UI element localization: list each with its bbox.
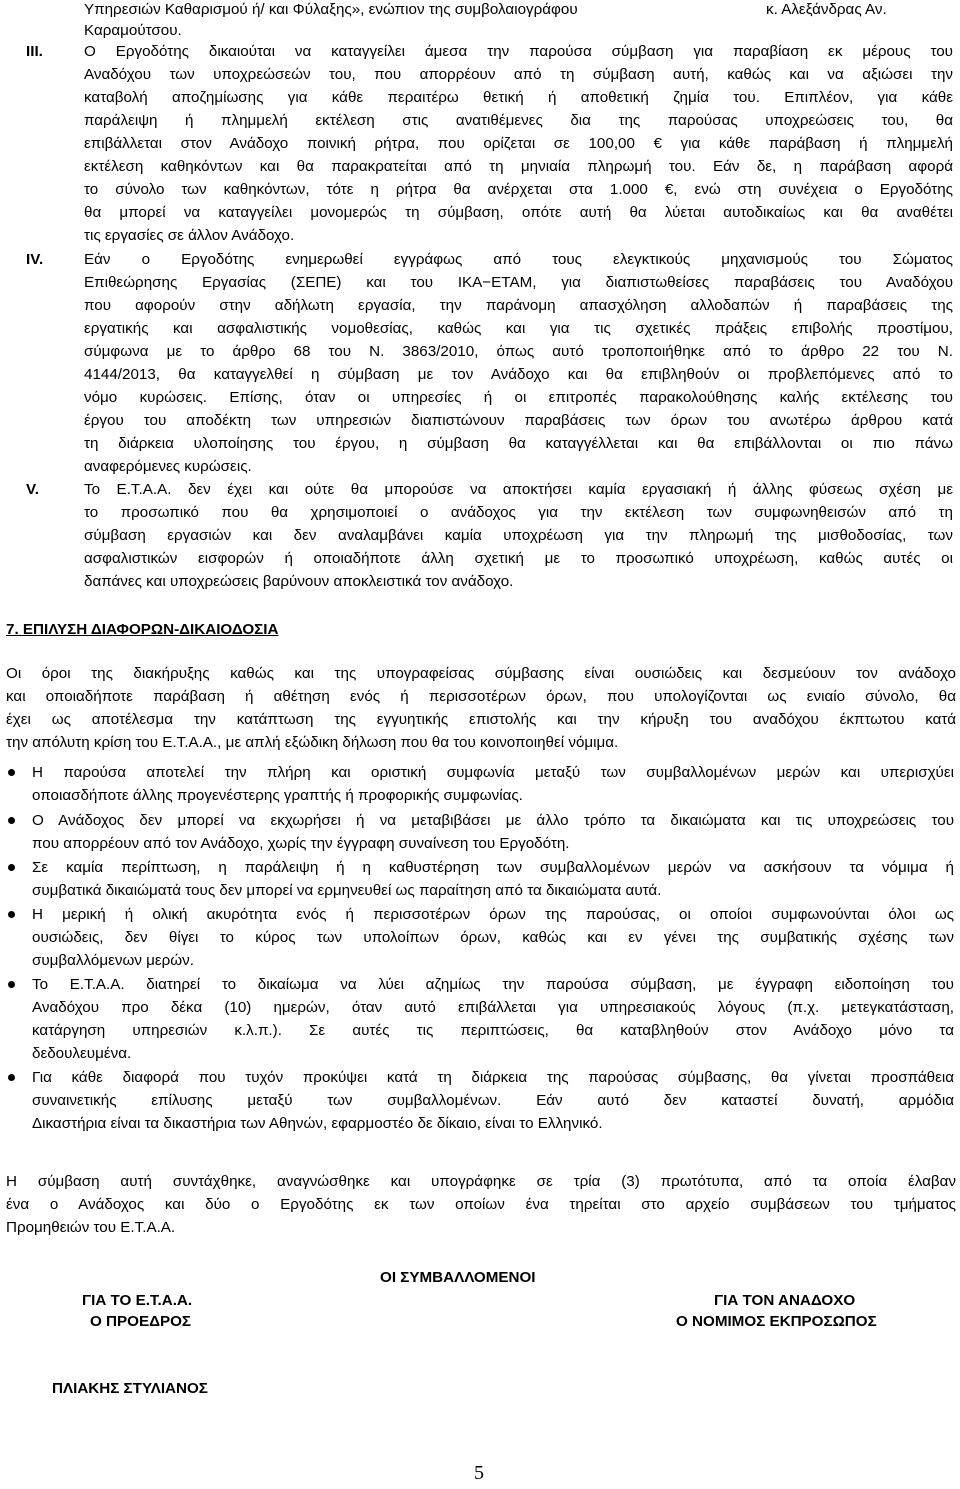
clause-v-line: Το Ε.Τ.Α.Α. δεν έχει και ούτε θα μπορούσε να αποκτήσει καμία εργασιακή ή άλλης φύσεως σχέση με [84, 481, 953, 498]
signature-right-line-1: ΓΙΑ ΤΟΝ ΑΝΑΔΟΧΟ [714, 1292, 856, 1309]
bullet-item-line: οποιασδήποτε άλλης προγενέστερης γραπτής ή προφορικής συμφωνίας. [32, 787, 523, 804]
intro-line-1: Υπηρεσιών Καθαρισμού ή/ και Φύλαξης», ενώπιον της συμβολαιογράφου [84, 1, 578, 18]
clause-iv-line: Εάν ο Εργοδότης ενημερωθεί εγγράφως από τους ελεγκτικούς μηχανισμούς του Σώματος [84, 251, 953, 268]
bullet-item-line: δεδουλευμένα. [32, 1045, 132, 1062]
signature-left-line-1: ΓΙΑ ΤΟ Ε.Τ.Α.Α. [82, 1292, 193, 1309]
section-7-intro-line: και οποιαδήποτε παράβαση ή αθέτηση ενός ή περισσοτέρων όρων, που υπολογίζονται ως ενιαίο σύνολο, θα [6, 688, 956, 705]
clause-iii-line: Ο Εργοδότης δικαιούται να καταγγείλει άμεσα την παρούσα σύμβαση για παραβίαση εκ μέρους του [84, 43, 953, 60]
bullet-dot-icon [8, 981, 15, 988]
clause-iii-line: τις εργασίες σε άλλον Ανάδοχο. [84, 227, 295, 244]
clause-v-line: ασφαλιστικών εισφορών ή οποιαδήποτε άλλη σχετική με το προσωπικό υποχρέωση, καθώς αυτές οι [84, 550, 953, 567]
bullet-item-line: Σε καμία περίπτωση, η παράλειψη ή η καθυστέρηση των συμβαλλομένων μερών να ασκήσουν τα νόμιμα ή [32, 859, 954, 876]
section-7-heading-text: 7. ΕΠΙΛΥΣΗ ΔΙΑΦΟΡΩΝ-ΔΙΚΑΙΟΔΟΣΙΑ [6, 621, 279, 638]
bullet-item-line: κατάργηση υπηρεσιών κ.λ.π.). Σε αυτές τις περιπτώσεις, θα καταβληθούν στον Ανάδοχο μόνο τα [32, 1022, 954, 1039]
clause-iv-numeral: IV. [26, 251, 44, 268]
bullet-dot-icon [8, 1074, 15, 1081]
bullet-dot-icon [8, 769, 15, 776]
clause-iv-line: Επιθεώρησης Εργασίας (ΣΕΠΕ) και του ΙΚΑ−ΕΤΑΜ, για διαπιστωθείσες παραβάσεις του Αναδόχου [84, 274, 953, 291]
clause-v-line: το προσωπικό που θα χρησιμοποιεί ο ανάδοχος για την εκτέλεση των συμφωνηθεισών από τη [84, 504, 953, 521]
clause-iv-line: 4144/2013, θα καταγγελθεί η σύμβαση με τον Ανάδοχο και θα επιβληθούν οι προβλεπόμενες από το [84, 366, 953, 383]
bullet-item-line: συμβατικά δικαιώματά τους δεν μπορεί να ερμηνευθεί ως παραίτηση από τα δικαιώματα αυτά. [32, 882, 662, 899]
signature-left-line-2: Ο ΠΡΟΕΔΡΟΣ [90, 1313, 192, 1330]
clause-iii-line: Αναδόχου των υποχρεώσεών του, που απορρέουν από τη σύμβαση αυτή, καθώς και να αξιώσει την [84, 66, 953, 83]
bullet-item-line: ουσιώδεις, δεν θίγει το κύρος των υπολοίπων όρων, καθώς και εν γένει της συμβατικής σχέσης των [32, 929, 954, 946]
bullet-item-line: Δικαστήρια είναι τα δικαστήρια των Αθηνών, εφαρμοστέο δε δίκαιο, είναι το Ελληνικό. [32, 1115, 603, 1132]
clause-iv-line: που αφορούν στην αδήλωτη εργασία, την παράνομη απασχόληση αλλοδαπών ή παραβάσεις της [84, 297, 953, 314]
section-7-intro-line: έχει ως αποτέλεσμα την κατάπτωση της εγγυητικής επιστολής και την κήρυξη του αναδόχου έκπτωτου κατά [6, 711, 956, 728]
clause-iii-line: εκτέλεση καθηκόντων και θα παρακρατείται από τη μηνιαία πληρωμή του. Εάν δε, η παράβαση αφορά [84, 158, 953, 175]
closing-paragraph-line: Προμηθειών του Ε.Τ.Α.Α. [6, 1219, 176, 1236]
clause-iv-line: νόμο κυρώσεις. Επίσης, όταν οι υπηρεσίες ή οι επιτροπές παρακολούθησης καλής εκτέλεσης του [84, 389, 953, 406]
bullet-item-line: Αναδόχου προ δέκα (10) ημερών, όταν αυτό επιβάλλεται για υπηρεσιακούς λόγους (π.χ. μετεγκατάσταση, [32, 999, 954, 1016]
bullet-item-line: που απορρέουν από τον Ανάδοχο, χωρίς την έγγραφη συναίνεση του Εργοδότη. [32, 835, 570, 852]
clause-v-numeral: V. [26, 481, 39, 498]
signatures-heading: ΟΙ ΣΥΜΒΑΛΛΟΜΕΝΟΙ [380, 1269, 536, 1286]
bullet-item-line: Η παρούσα αποτελεί την πλήρη και οριστική συμφωνία μεταξύ των συμβαλλομένων μερών και υπερισχύει [32, 764, 954, 781]
bullet-item-line: Ο Ανάδοχος δεν μπορεί να εκχωρήσει ή να μεταβιβάσει με άλλο τρόπο τα δικαιώματα και τις υποχρεώσεις του [32, 812, 954, 829]
bullet-item-line: Το Ε.Τ.Α.Α. διατηρεί το δικαίωμα να λύει αζημίως την παρούσα σύμβαση, με έγγραφη ειδοποίηση του [32, 976, 954, 993]
bullet-item-line: Η μερική ή ολική ακυρότητα ενός ή περισσοτέρων όρων της παρούσας, οι οποίοι συμφωνούνται όλοι ως [32, 906, 954, 923]
section-7-heading [6, 620, 278, 639]
page-number: 5 [474, 1462, 484, 1484]
section-7-intro-line: Οι όροι της διακήρυξης καθώς και της υπογραφείσας σύμβασης είναι ουσιώδεις και δεσμεύουν τον ανάδοχο [6, 665, 956, 682]
clause-iv-line: τη διάρκεια υλοποίησης του έργου, η σύμβαση θα καταγγέλλεται και θα επιβάλλονται οι πιο πάνω [84, 435, 953, 452]
clause-v-line: δαπάνες και υποχρεώσεις βαρύνουν αποκλειστικά τον ανάδοχο. [84, 573, 514, 590]
bullet-item-line: Για κάθε διαφορά που τυχόν προκύψει κατά τη διάρκεια της παρούσας σύμβασης, θα γίνεται προσπάθεια [32, 1069, 954, 1086]
section-7-intro-line: την απόλυτη κρίση του Ε.Τ.Α.Α., με απλή εξώδικη δήλωση που θα του κοινοποιηθεί νόμιμα. [6, 734, 619, 751]
clause-iii-line: θα μπορεί να καταγγείλει μονομερώς τη σύμβαση, οπότε αυτή θα λύεται αυτοδικαίως και θα αναθέτει [84, 204, 953, 221]
clause-iv-line: έργου του αποδέκτη των υπηρεσιών διαπιστώνουν παραβάσεις των όρων του ανωτέρω άρθρου κατά [84, 412, 953, 429]
signature-right-line-2: Ο ΝΟΜΙΜΟΣ ΕΚΠΡΟΣΩΠΟΣ [676, 1313, 877, 1330]
clause-v-line: σύμβαση εργασιών και δεν αναλαμβάνει καμία υποχρέωση για την πληρωμή της μισθοδοσίας, των [84, 527, 953, 544]
clause-iii-line: καταβολή αποζημίωσης για κάθε περαιτέρω θετική ή αποθετική ζημία του. Επιπλέον, για κάθε [84, 89, 953, 106]
clause-iv-line: αναφερόμενες κυρώσεις. [84, 458, 252, 475]
signatory-name: ΠΛΙΑΚΗΣ ΣΤΥΛΙΑΝΟΣ [52, 1380, 208, 1397]
clause-iii-line: παράλειψη ή πλημμελή εκτέλεση στις ανατιθέμενες δια της παρούσας υποχρεώσεις του, θα [84, 112, 953, 129]
clause-iv-line: εργατικής και ασφαλιστικής νομοθεσίας, καθώς και για τις σχετικές πράξεις επιβολής προστίμου, [84, 320, 953, 337]
bullet-item-line: συναινετικής επίλυσης μεταξύ των συμβαλλομένων. Εάν αυτό δεν καταστεί δυνατή, αρμόδια [32, 1092, 954, 1109]
bullet-dot-icon [8, 911, 15, 918]
intro-line-2: Καραμούτσου. [84, 22, 182, 39]
bullet-item-line: συμβαλλόμενων μερών. [32, 952, 194, 969]
clause-iv-line: σύμφωνα με το άρθρο 68 του Ν. 3863/2010, όπως αυτό τροποποιήθηκε από το άρθρο 22 του Ν. [84, 343, 953, 360]
intro-line-1-right: κ. Αλεξάνδρας Αν. [766, 1, 887, 18]
closing-paragraph-line: ένα ο Ανάδοχος και δύο ο Εργοδότης εκ των οποίων ένα τηρείται στο αρχείο συμβάσεων του τμήματος [6, 1196, 956, 1213]
closing-paragraph-line: Η σύμβαση αυτή συντάχθηκε, αναγνώσθηκε και υπογράφηκε σε τρία (3) πρωτότυπα, από τα οποία έλαβαν [6, 1173, 956, 1190]
clause-iii-numeral: III. [26, 43, 43, 60]
bullet-dot-icon [8, 864, 15, 871]
bullet-dot-icon [8, 817, 15, 824]
clause-iii-line: επιβάλλεται στον Ανάδοχο ποινική ρήτρα, που ορίζεται σε 100,00 € για κάθε παράβαση ή πλημμελή [84, 135, 953, 152]
clause-iii-line: το σύνολο των καθηκόντων, τότε η ρήτρα θα ανέρχεται στα 1.000 €, ενώ στη συνέχεια ο Εργοδότης [84, 181, 953, 198]
